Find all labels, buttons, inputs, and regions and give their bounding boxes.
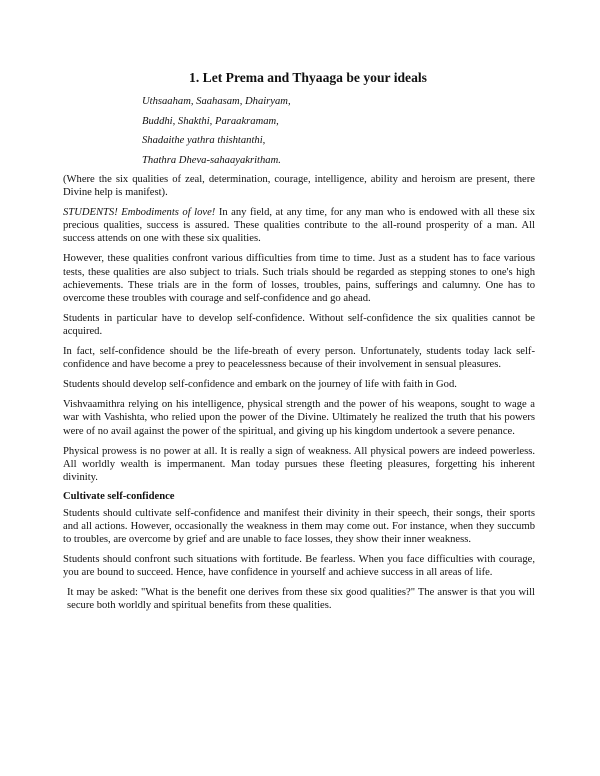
verse-line: Shadaithe yathra thishtanthi, [142, 135, 266, 146]
address-phrase: STUDENTS! Embodiments of love! [63, 207, 216, 219]
verse-line: Uthsaaham, Saahasam, Dhairyam, [142, 96, 291, 107]
paragraph [63, 206, 535, 245]
paragraph: Vishvaamithra relying on his intelligence, physical strength and the power of his weapons, sought to wage a war with Vashishta, who relied upon the power of the Divine. Ultimately he realized the truth that his powers were of no avail against the power of the spiritual, and giving up his kingdom undertook a severe penance. [63, 399, 535, 437]
paragraph: Students should cultivate self-confidence and manifest their divinity in their speech, their songs, their sports and all actions. However, occasionally the weakness in them may come out. For instance, when they succumb to troubles, are overcome by grief and are unable to face losses, they show their inner weakness. [63, 507, 535, 546]
sanskrit-verse [142, 95, 535, 167]
verse-line: Thathra Dheva-sahaayakritham. [142, 154, 281, 166]
verse-translation: (Where the six qualities of zeal, determination, courage, intelligence, ability and heroism are present, there Divine help is manifest). [63, 174, 535, 199]
verse-line: Buddhi, Shakthi, Paraakramam, [142, 115, 279, 127]
paragraph: In fact, self-confidence should be the life-breath of every person. Unfortunately, students today lack self-confidence and have become a prey to peacelessness because of their involvement in sensual pleasures. [63, 346, 535, 371]
paragraph: Students should develop self-confidence and embark on the journey of life with faith in God. [63, 379, 457, 391]
paragraph: Students should confront such situations with fortitude. Be fearless. When you face difficulties with courage, you are bound to succeed. Hence, have confidence in yourself and achieve success in all areas of life. [63, 554, 535, 579]
paragraph: Physical prowess is no power at all. It is really a sign of weakness. All physical powers are indeed powerless. All worldly wealth is impermanent. Man today pursues these fleeting pleasures, forgetting his inherent divinity. [63, 445, 535, 483]
section-heading: Cultivate self-confidence [63, 490, 175, 502]
page-title: 1. Let Prema and Thyaaga be your ideals [189, 70, 427, 85]
paragraph: It may be asked: "What is the benefit one derives from these six good qualities?" The answer is that you will secure both worldly and spiritual benefits from these qualities. [67, 587, 535, 612]
paragraph: Students in particular have to develop self-confidence. Without self-confidence the six qualities cannot be acquired. [63, 312, 535, 337]
paragraph: However, these qualities confront various difficulties from time to time. Just as a student has to face various tests, these qualities are also subject to trials. Such trials should be regarded as stepping stones to one's high achievements. These trials are in the form of losses, troubles, pains, sufferings and calumny. One has to overcome these troubles with courage and self-confidence and go ahead. [63, 253, 535, 304]
paragraph-text: In any field, at any time, for any man who is endowed with all these six precious qualities, success is assured. These qualities contribute to the all-round prosperity of a man. All success attends on one with these six qualities. [63, 207, 535, 245]
